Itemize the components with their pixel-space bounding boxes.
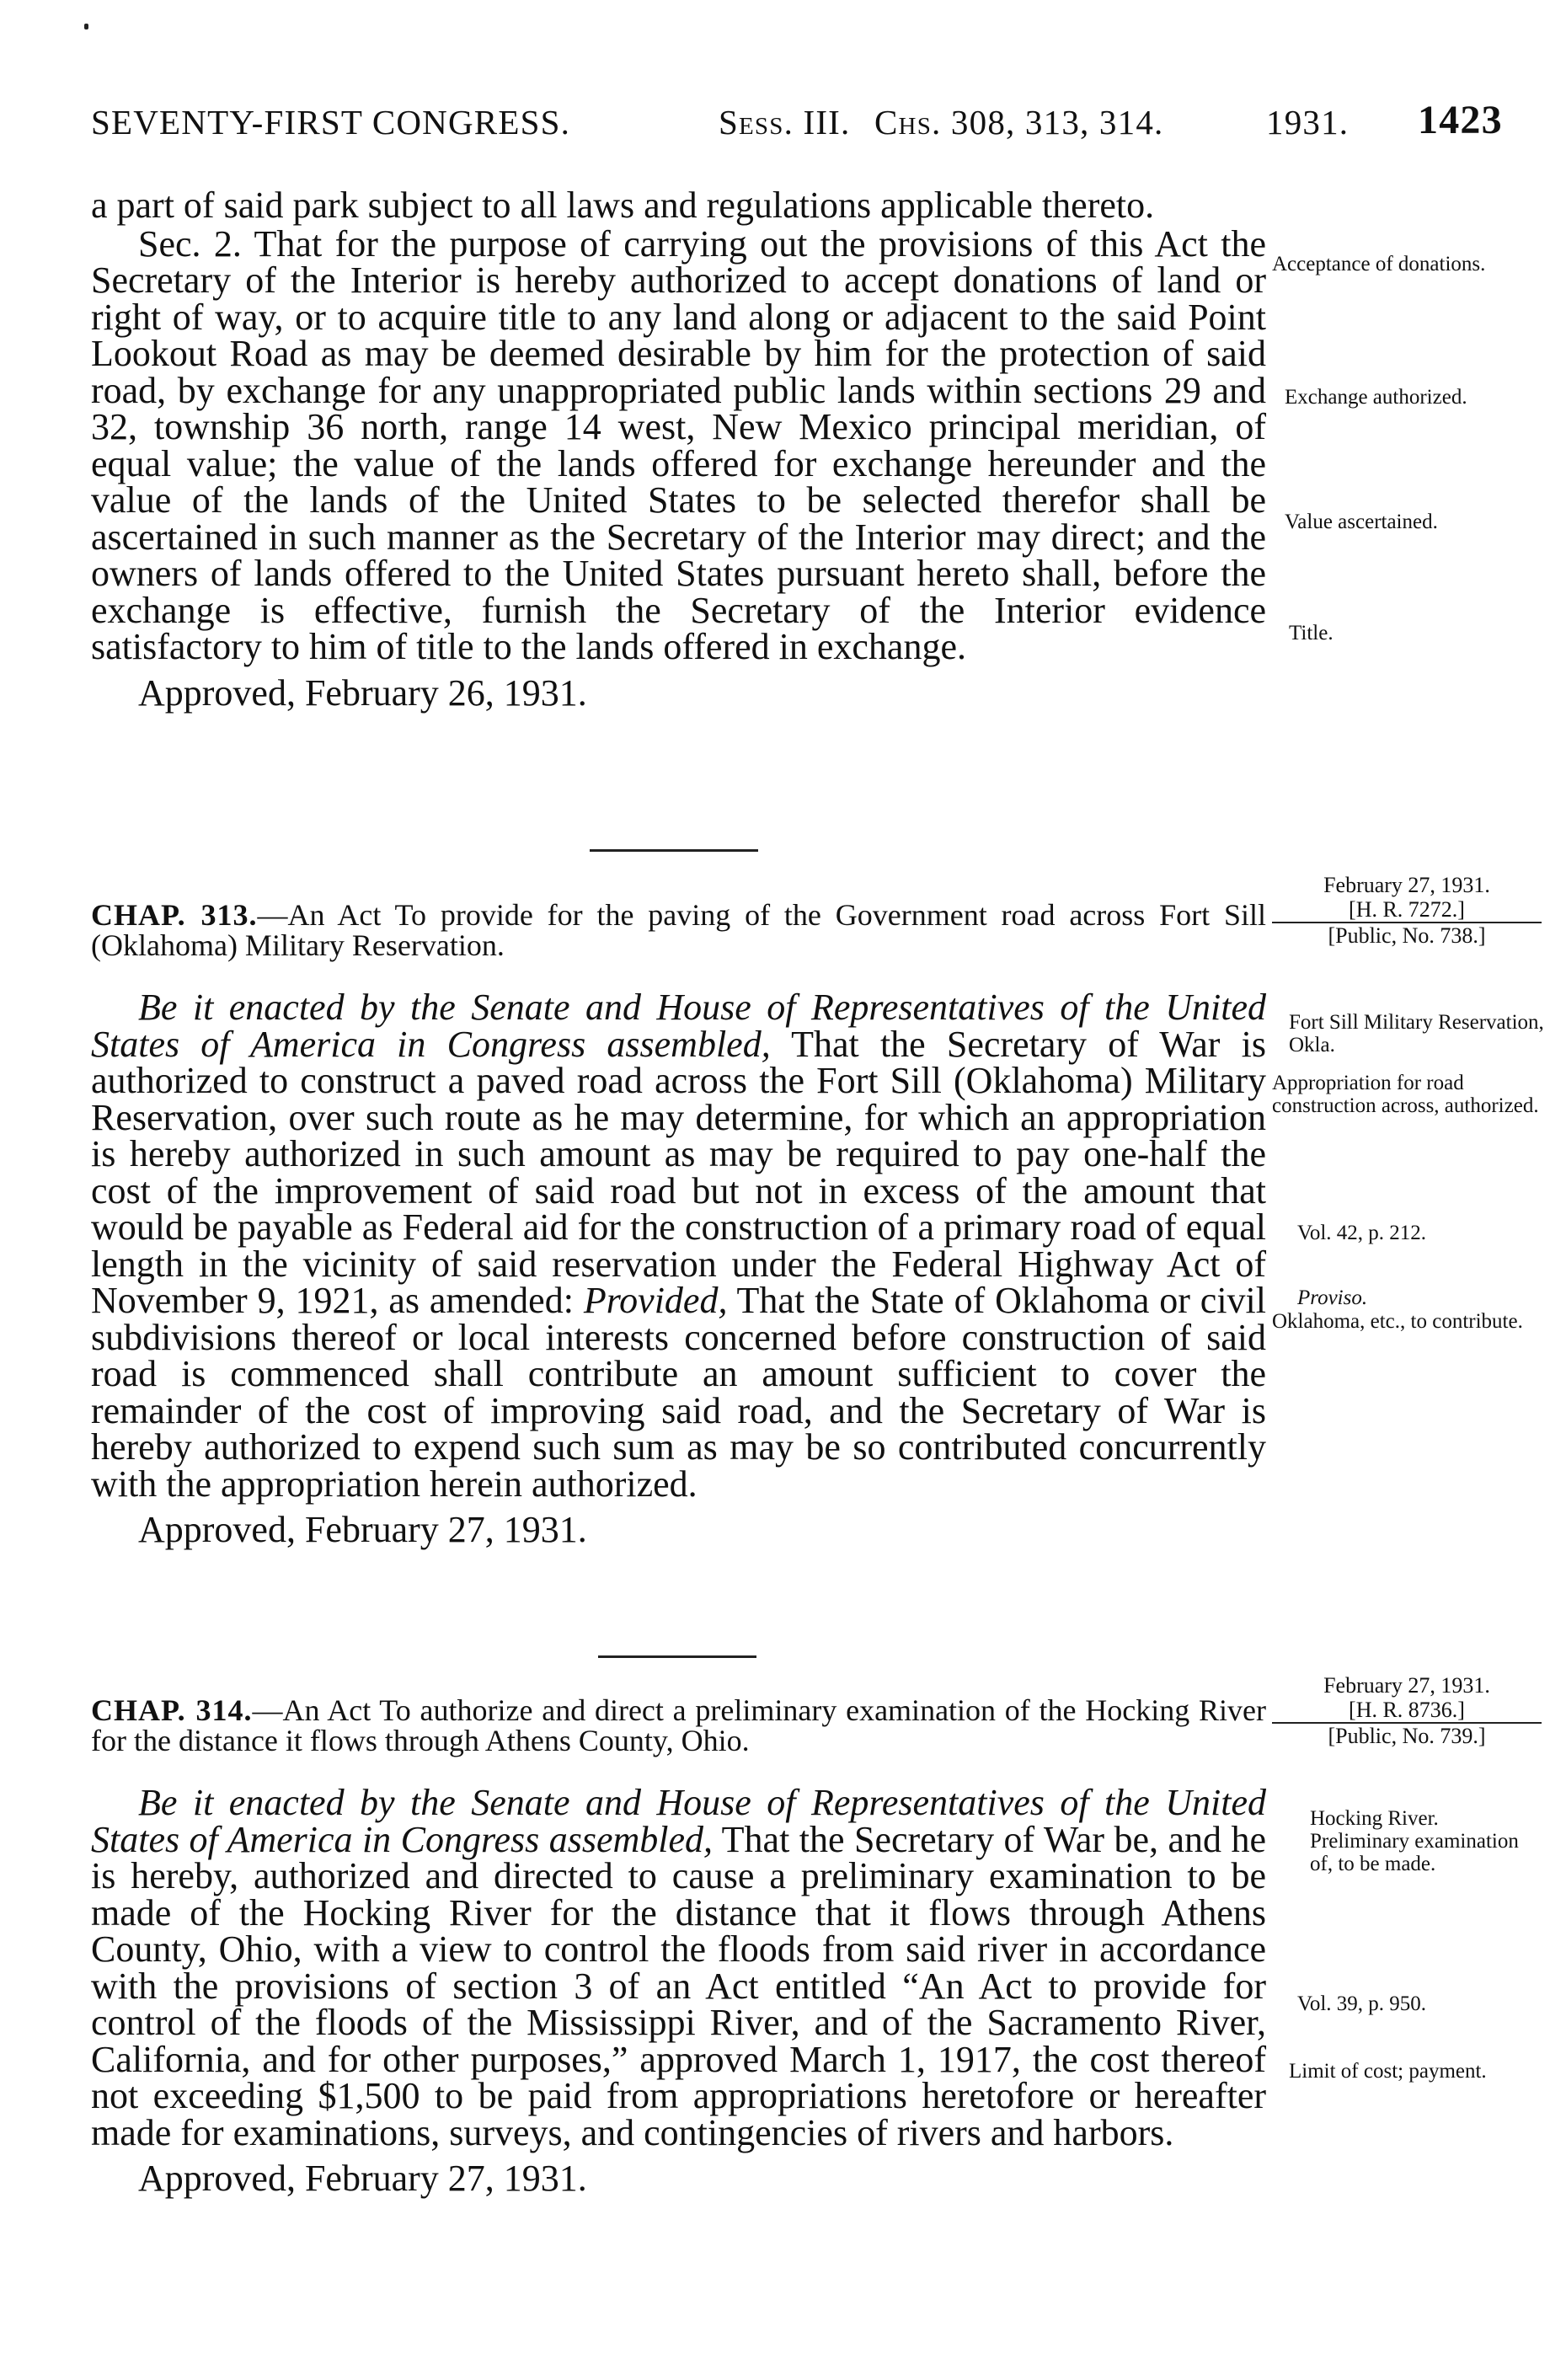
margin-note-fort-sill: Fort Sill Military Reservation, Okla. [1289, 1011, 1544, 1056]
margin-note-title: Title. [1289, 622, 1334, 644]
chap313-dates [1272, 873, 1542, 948]
header-year: 1931. [1266, 103, 1350, 142]
approved-line-308: Approved, February 26, 1931. [138, 671, 587, 714]
margin-note-exchange: Exchange authorized. [1285, 386, 1467, 409]
running-header [91, 97, 1523, 147]
approved-line-314: Approved, February 27, 1931. [138, 2158, 587, 2199]
chap314-body-text: That the Secretary of War be, and he is hereby, authorized and directed to cause a preliminary examination to be made of the Hocking River for the distance that it flows through Athens County, Ohio, with a view to control the floods from said river in accordance with the provisions of section 3 of an Act entitled “An Act to provide for control of the floods of the Mississippi River, and of the Sacramento River, California, and for other purposes,” approved March 1, 1917, the cost thereof not exceeding $1,500 to be paid from appropriations heretofore or hereafter made for examinations, surveys, and contingencies of rivers and harbors. [91, 1818, 1266, 2153]
margin-note-value: Value ascertained. [1285, 511, 1438, 533]
header-session: Sess. III. [719, 103, 851, 142]
chap313-bill: [H. R. 7272.] [1272, 897, 1542, 923]
chap313-body-text: That the Secretary of War is authorized to construct a paved road across the Fort Sill (Oklahoma) Military Reservation, over such route as he may determine, for which an appropriation is hereby authorized in such amount as may be required to pay one-half the cost of the improvement of said road but not in excess of the amount that would be payable as Federal aid for the construction of a primary road of equal length in the vicinity of said reservation under the Federal Highway Act of November 9, 1921, as amended: [91, 1023, 1266, 1321]
chap313-enacting-clause: Be it enacted by the Senate and House of Representatives of the United States of America in Congress assembled, [91, 987, 1266, 1065]
chap313-body-text-2: That the State of Oklahoma or civil subdivisions thereof or local interests concerned before construction of said road is commenced shall contribute an amount sufficient to cover the remainder of the cost of improving said road, and the Secretary of War is hereby authorized to expend such sum as may be so contributed concurrently with the appropriation herein authorized. [91, 1280, 1266, 1505]
margin-note-appropriation: Appropriation for road construction across, authorized. [1272, 1072, 1539, 1117]
chap314-enacting-clause: Be it enacted by the Senate and House of Representatives of the United States of America in Congress assembled, [91, 1782, 1266, 1860]
approved-line-313: Approved, February 27, 1931. [138, 1509, 587, 1550]
margin-note-acceptance: Acceptance of donations. [1272, 253, 1486, 275]
section-2-text: Sec. 2. That for the purpose of carrying out the provisions of this Act the Secretary of the Interior is hereby authorized to accept donations of land or right of way, or to acquire title to any land along or adjacent to the said Point Lookout Road as may be deemed desirable by him for the protection of said road, by exchange for any unappropriated public lands within sections 29 and 32, township 36 north, range 14 west, New Mexico principal meridian, of equal value; the value of the lands offered for exchange hereunder and the value of the lands of the United States to be selected therefor shall be ascertained in such manner as the Secretary of the Interior may direct; and the owners of lands offered to the United States pursuant hereto shall, before the exchange is effective, furnish the Secretary of the Interior evidence satisfactory to him of title to the lands offered in exchange. [91, 222, 1266, 667]
margin-note-proviso: Proviso. [1297, 1286, 1368, 1309]
section-divider [590, 849, 758, 852]
chap314-dates [1272, 1673, 1542, 1748]
chap314-bill: [H. R. 8736.] [1272, 1698, 1542, 1724]
chap314-body [91, 1784, 1266, 2151]
margin-note-limit-of-cost: Limit of cost; payment. [1289, 2060, 1487, 2083]
chap314-title: —An Act To authorize and direct a preliminary examination of the Hocking River for the distance it flows through Athens County, Ohio. [91, 1693, 1267, 1757]
chap313-label: CHAP. 313. [91, 898, 258, 932]
chap313-proviso-word: Provided, [583, 1280, 728, 1321]
continuation-opening: a part of said park subject to all laws and regulations applicable thereto. [91, 185, 1155, 226]
chap314-heading [91, 1695, 1266, 1756]
chap313-date: February 27, 1931. [1323, 873, 1490, 897]
chap313-public-no: [Public, No. 738.] [1328, 923, 1486, 948]
chap314-public-no: [Public, No. 739.] [1328, 1724, 1486, 1748]
section-divider-2 [598, 1655, 756, 1658]
chap313-title: —An Act To provide for the paving of the Government road across Fort Sill (Oklahoma) Military Reservation. [91, 898, 1267, 962]
chap314-date: February 27, 1931. [1323, 1673, 1490, 1698]
header-congress: SEVENTY-FIRST CONGRESS. [91, 103, 571, 142]
chap313-section [91, 900, 1266, 1551]
chap314-label: CHAP. 314. [91, 1693, 253, 1727]
continuation-section [91, 187, 1266, 714]
margin-note-preliminary-exam: Preliminary examination of, to be made. [1310, 1830, 1519, 1875]
page-number: 1423 [1418, 98, 1503, 142]
margin-note-vol-39: Vol. 39, p. 950. [1297, 1992, 1427, 2015]
header-chapters: Chs. 308, 313, 314. [874, 103, 1164, 142]
ink-speck [84, 24, 88, 29]
chap313-heading [91, 900, 1266, 960]
margin-note-hocking-river: Hocking River. [1310, 1807, 1439, 1830]
margin-note-vol-42: Vol. 42, p. 212. [1297, 1222, 1427, 1244]
margin-note-oklahoma: Oklahoma, etc., to contribute. [1272, 1310, 1523, 1333]
chap313-body [91, 987, 1266, 1505]
chap314-section [91, 1695, 1266, 2200]
